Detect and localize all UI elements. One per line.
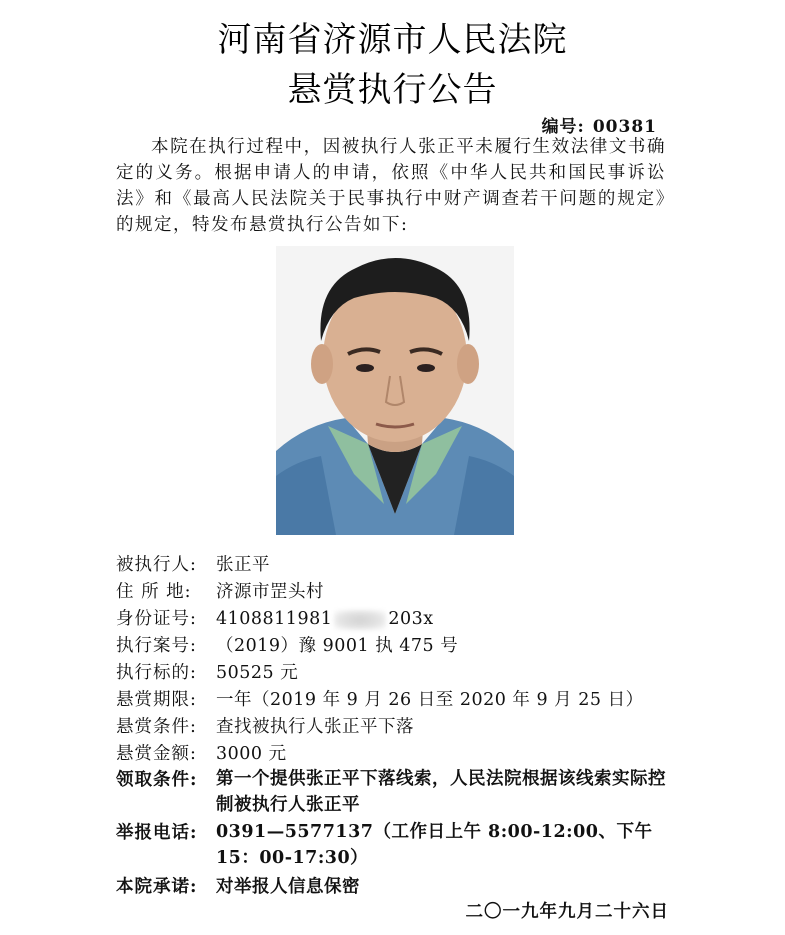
court-name-title: 河南省济源市人民法院 bbox=[217, 20, 568, 60]
field-debtor bbox=[116, 551, 270, 576]
field-value: 第一个提供张正平下落线索，人民法院根据该线索实际控制被执行人张正平 bbox=[216, 769, 666, 815]
field-label: 执行案号: bbox=[116, 636, 197, 656]
field-value bbox=[216, 609, 434, 630]
field-value: 济源市罡头村 bbox=[216, 582, 324, 602]
field-value: 3000 元 bbox=[216, 744, 287, 764]
intro-paragraph: 本院在执行过程中，因被执行人张正平未履行生效法律文书确定的义务。根据申请人的申请，依照《中华人民共和国民事诉讼法》和《最高人民法院关于民事执行中财产调查若干问题的规定》的规定，特发布悬赏执行公告如下: bbox=[116, 137, 666, 235]
field-label: 举报电话: bbox=[116, 823, 198, 843]
field-reward-condition bbox=[116, 713, 414, 738]
field-value: 对举报人信息保密 bbox=[216, 877, 360, 897]
field-value: （2019）豫 9001 执 475 号 bbox=[216, 636, 459, 656]
field-label: 悬赏金额: bbox=[116, 744, 197, 764]
field-reward-period bbox=[116, 686, 644, 711]
field-value: 一年（2019 年 9 月 26 日至 2020 年 9 月 25 日） bbox=[216, 690, 644, 710]
field-value: 50525 元 bbox=[216, 663, 299, 683]
field-id-number bbox=[116, 605, 434, 630]
field-label: 身份证号: bbox=[116, 609, 197, 629]
field-value: 0391—5577137（工作日上午 8:00-12:00、下午 15：00-17:30） bbox=[216, 822, 653, 868]
blurred-redaction bbox=[334, 610, 386, 630]
field-label: 本院承诺: bbox=[116, 877, 198, 897]
field-label: 被执行人: bbox=[116, 555, 197, 575]
field-address bbox=[116, 578, 324, 603]
field-court-promise bbox=[116, 873, 360, 898]
field-label: 住 所 地: bbox=[116, 582, 192, 602]
field-label: 悬赏期限: bbox=[116, 690, 197, 710]
field-claim-condition bbox=[116, 766, 666, 818]
debtor-photo bbox=[276, 246, 514, 535]
field-label: 执行标的: bbox=[116, 663, 197, 683]
field-report-phone bbox=[116, 819, 666, 871]
id-number-prefix: 4108811981 bbox=[216, 609, 333, 629]
field-value: 张正平 bbox=[216, 555, 270, 575]
document-number-value: 00381 bbox=[592, 117, 657, 137]
id-number-suffix: 203x bbox=[388, 609, 434, 629]
field-label: 领取条件: bbox=[116, 770, 198, 790]
notice-title: 悬赏执行公告 bbox=[287, 70, 498, 110]
field-value: 查找被执行人张正平下落 bbox=[216, 717, 414, 737]
document-number-label: 编号: bbox=[541, 117, 585, 137]
field-subject-amount bbox=[116, 659, 298, 684]
field-case-number bbox=[116, 632, 458, 657]
field-reward-amount bbox=[116, 740, 287, 765]
field-label: 悬赏条件: bbox=[116, 717, 197, 737]
issue-date: 二〇一九年九月二十六日 bbox=[465, 902, 669, 922]
